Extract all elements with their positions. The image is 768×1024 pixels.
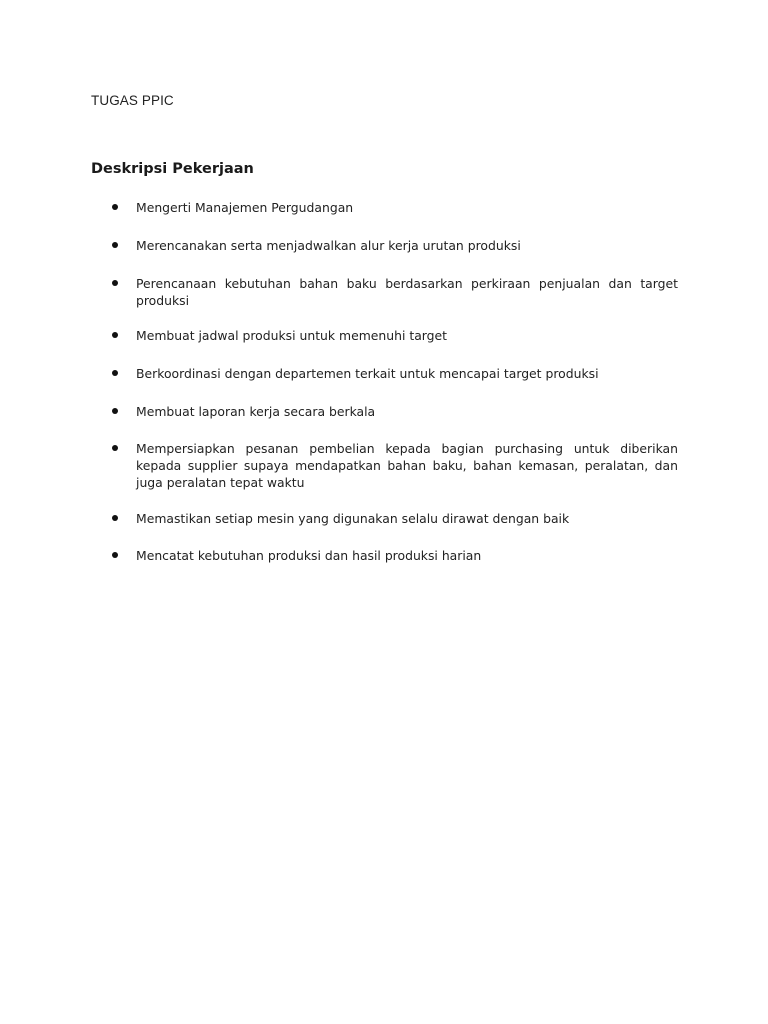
list-item (112, 237, 678, 254)
bullet-icon (112, 242, 118, 248)
bullet-icon (112, 515, 118, 521)
list-item (112, 199, 678, 216)
list-item-text: Mengerti Manajemen Pergudangan (136, 200, 354, 215)
document-title: TUGAS PPIC (91, 93, 174, 108)
list-item-text: Mempersiapkan pesanan pembelian kepada bagian purchasing untuk diberikan kepada supplier supaya mendapatkan bahan baku, bahan kemasan, peralatan, dan juga peralatan tepat waktu (136, 441, 678, 490)
list-item (112, 365, 678, 382)
list-item (112, 440, 678, 491)
list-item-text: Berkoordinasi dengan departemen terkait untuk mencapai target produksi (136, 366, 599, 381)
list-item-text: Perencanaan kebutuhan bahan baku berdasarkan perkiraan penjualan dan target produksi (136, 276, 678, 308)
list-item (112, 510, 678, 527)
bullet-icon (112, 204, 118, 210)
bullet-icon (112, 280, 118, 286)
section-heading: Deskripsi Pekerjaan (91, 161, 254, 177)
list-item (112, 275, 678, 309)
list-item (112, 403, 678, 420)
list-item (112, 327, 678, 344)
list-item-text: Memastikan setiap mesin yang digunakan selalu dirawat dengan baik (136, 511, 570, 526)
list-item (112, 547, 678, 564)
list-item-text: Membuat laporan kerja secara berkala (136, 404, 376, 419)
bullet-icon (112, 408, 118, 414)
bullet-icon (112, 332, 118, 338)
list-item-text: Mencatat kebutuhan produksi dan hasil produksi harian (136, 548, 482, 563)
bullet-icon (112, 445, 118, 451)
bullet-icon (112, 370, 118, 376)
bullet-icon (112, 552, 118, 558)
list-item-text: Merencanakan serta menjadwalkan alur kerja urutan produksi (136, 238, 521, 253)
list-item-text: Membuat jadwal produksi untuk memenuhi target (136, 328, 448, 343)
